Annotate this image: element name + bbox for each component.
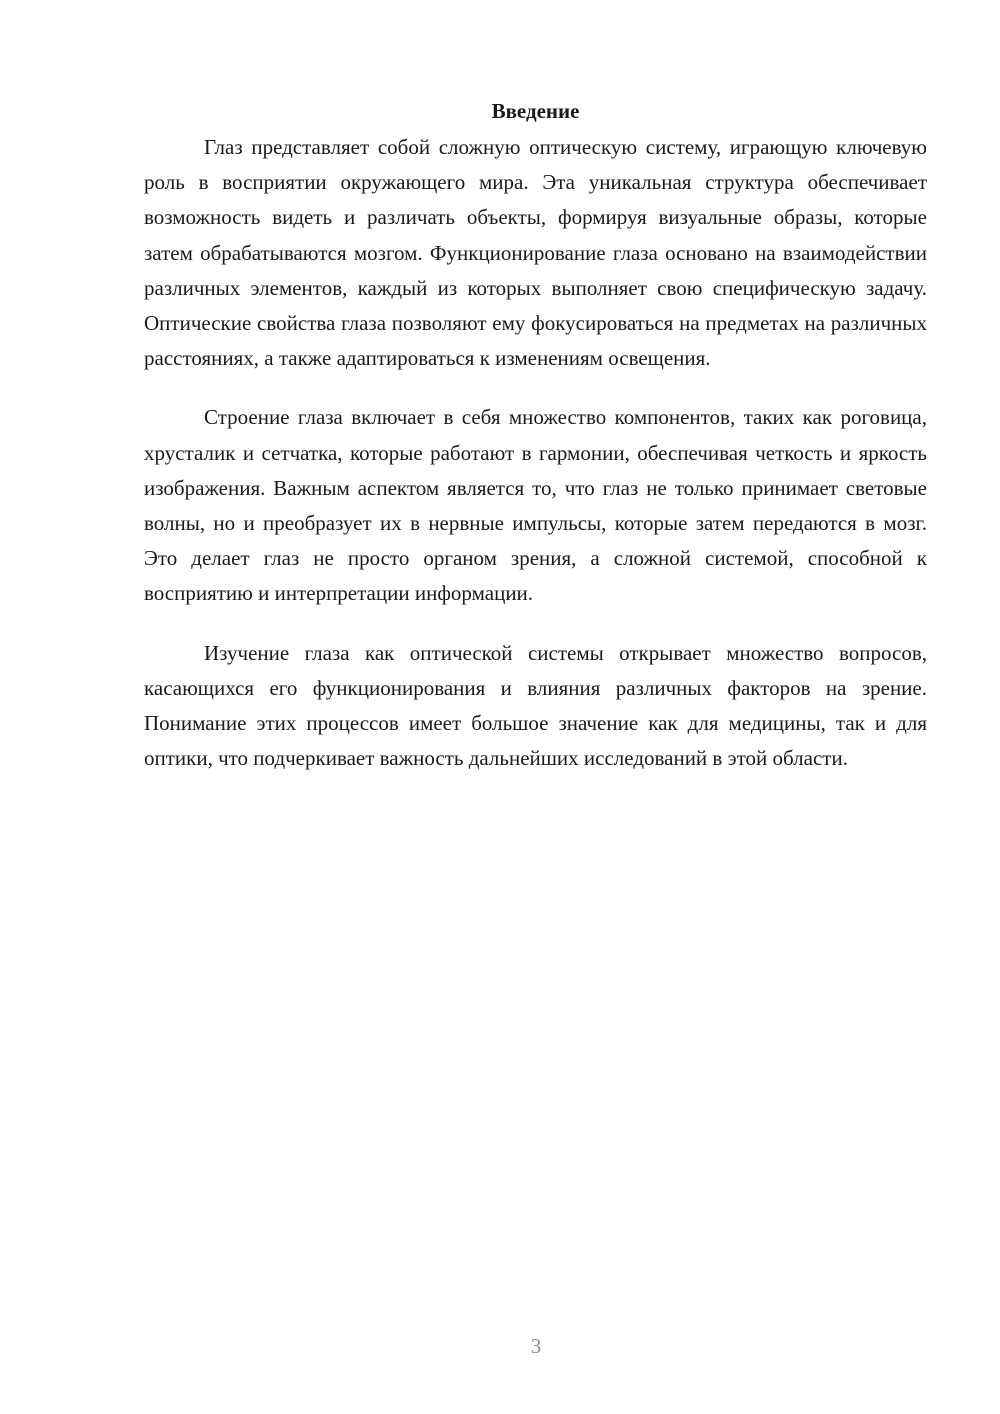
paragraph-1: Глаз представляет собой сложную оптическую систему, играющую ключевую роль в восприятии окружающего мира. Эта уникальная структура обеспечивает возможность видеть и различать объекты, формируя визуальные образы, которые затем обрабатываются мозгом. Функционирование глаза основано на взаимодействии различных элементов, каждый из которых выполняет свою специфическую задачу. Оптические свойства глаза позволяют ему фокусироваться на предметах на различных расстояниях, а также адаптироваться к изменениям освещения. (144, 135, 927, 371)
page-number: 3 (530, 1334, 542, 1358)
section-heading: Введение (491, 99, 580, 123)
paragraph-2: Строение глаза включает в себя множество компонентов, таких как роговица, хрусталик и сетчатка, которые работают в гармонии, обеспечивая четкость и яркость изображения. Важным аспектом является то, что глаз не только принимает световые волны, но и преобразует их в нервные импульсы, которые затем передаются в мозг. Это делает глаз не просто органом зрения, а сложной системой, способной к восприятию и интерпретации информации. (144, 405, 927, 606)
paragraph-3: Изучение глаза как оптической системы открывает множество вопросов, касающихся его функционирования и влияния различных факторов на зрение. Понимание этих процессов имеет большое значение как для медицины, так и для оптики, что подчеркивает важность дальнейших исследований в этой области. (144, 640, 927, 771)
page-body (144, 96, 927, 800)
